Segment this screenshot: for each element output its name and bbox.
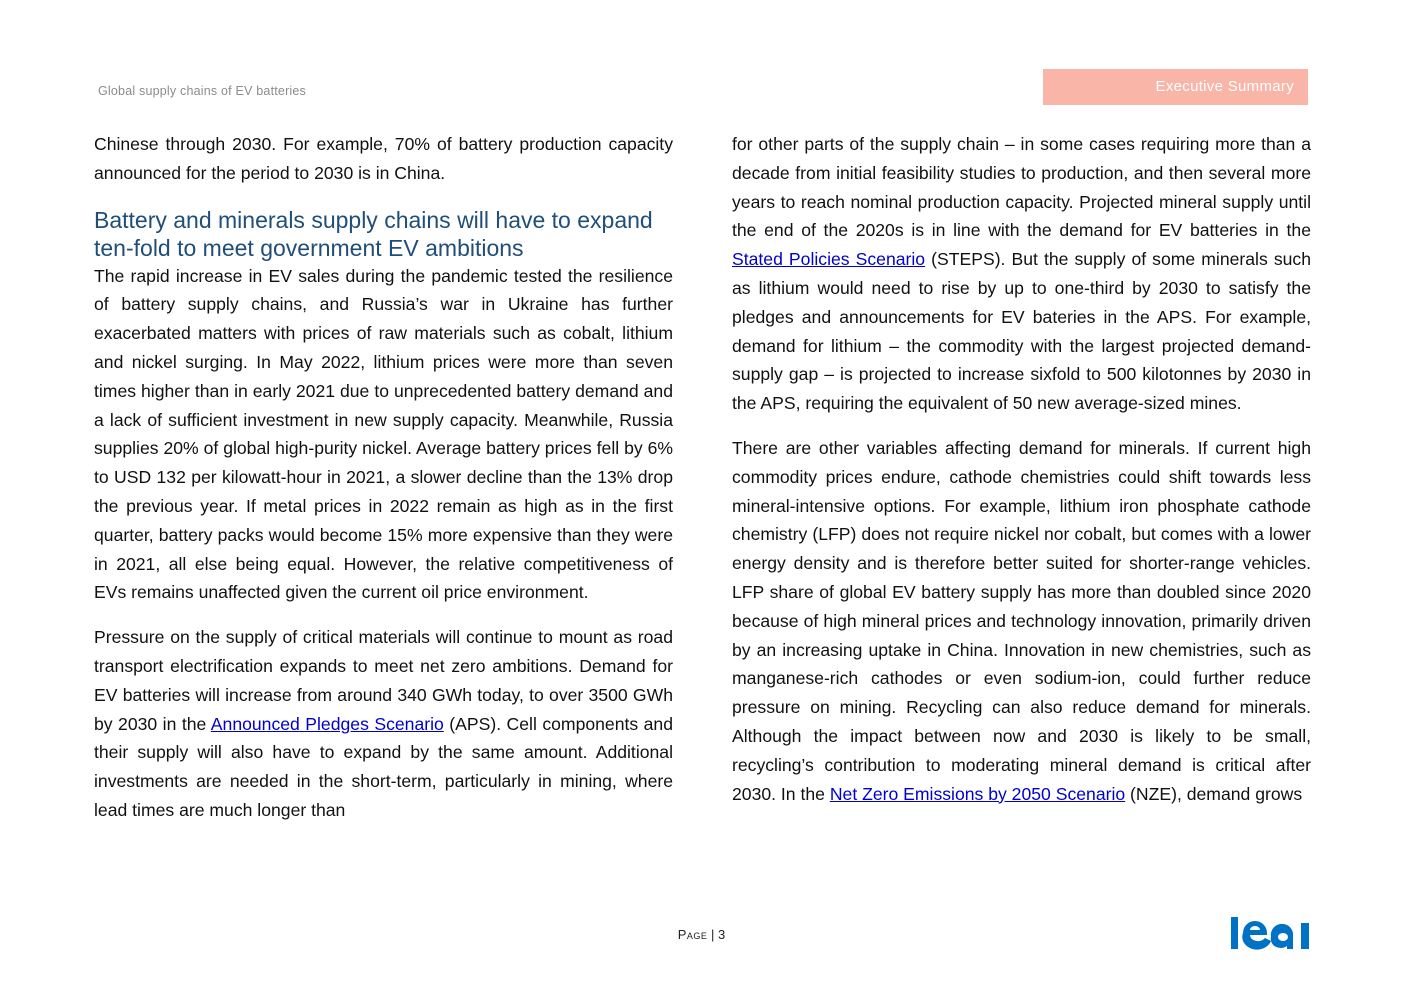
paragraph: The rapid increase in EV sales during the pandemic tested the resilience of battery supply chains, and Russia’s war in Ukraine has further exacerbated matters with prices of raw materials such as cobalt, lithium and nickel surging. In May 2022, lithium prices were more than seven times higher than in early 2021 due to unprecedented battery demand and a lack of sufficient investment in new supply capacity. Meanwhile, Russia supplies 20% of global high-purity nickel. Average battery prices fell by 6% to USD 132 per kilowatt-hour in 2021, a slower decline than the 13% drop the previous year. If metal prices in 2022 remain as high as in the first quarter, battery packs would become 15% more expensive than they were in 2021, all else being equal. However, the relative competitiveness of EVs remains unaffected given the current oil price environment. (94, 265, 673, 603)
left-column (94, 130, 673, 841)
page-number (0, 927, 1403, 942)
announced-pledges-scenario-link[interactable]: Announced Pledges Scenario (210, 713, 444, 734)
page-separator: | (707, 927, 719, 942)
section-badge-label: Executive Summary (1155, 78, 1294, 95)
page-number-value: 3 (718, 927, 726, 942)
stated-policies-scenario-link[interactable]: Stated Policies Scenario (732, 249, 926, 270)
document-title: Global supply chains of EV batteries (98, 84, 307, 98)
paragraph (732, 130, 1311, 418)
net-zero-emissions-scenario-link[interactable]: Net Zero Emissions by 2050 Scenario (829, 783, 1126, 804)
paragraph: Chinese through 2030. For example, 70% of battery production capacity announced for the period to 2030 is in China. (94, 134, 673, 183)
iea-logo-icon (1231, 913, 1309, 951)
paragraph-text: (NZE), demand grows (1125, 783, 1303, 804)
iea-logo (1231, 913, 1309, 956)
paragraph-text: There are other variables affecting demand for minerals. If current high commodity prices endure, cathode chemistries could shift towards less mineral-intensive options. For example, lithium iron phosphate cathode chemistry (LFP) does not require nickel nor cobalt, but comes with a lower energy density and is therefore better suited for shorter-range vehicles. LFP share of global EV battery supply has more than doubled since 2020 because of high mineral prices and technology innovation, primarily driven by an increasing uptake in China. Innovation in new chemistries, such as manganese-rich cathodes or even sodium-ion, could further reduce pressure on mining. Recycling can also reduce demand for minerals. Although the impact between now and 2030 is likely to be small, recycling’s contribution to moderating mineral demand is critical after 2030. In the (732, 437, 1311, 804)
paragraph-text: for other parts of the supply chain – in some cases requiring more than a decade from initial feasibility studies to production, and then several more years to reach nominal production capacity. Projected mineral supply until the end of the 2020s is in line with the demand for EV batteries in the (732, 134, 1311, 241)
paragraph-text: Pressure on the supply of critical materials will continue to mount as road transport electrification expands to meet net zero ambitions. Demand for EV batteries will increase from around 340 GWh today, to over 3500 GWh by 2030 in the (94, 627, 673, 734)
paragraph-text: (APS). Cell components and their supply will also have to expand by the same amount. Additional investments are needed in the short-term, particularly in mining, where lead times are much longer than (94, 713, 673, 820)
paragraph-text: (STEPS). But the supply of some minerals such as lithium would need to rise by up to one-third by 2030 to satisfy the pledges and announcements for EV bateries in the APS. For example, demand for lithium – the commodity with the largest projected demand-supply gap – is projected to increase sixfold to 500 kilotonnes by 2030 in the APS, requiring the equivalent of 50 new average-sized mines. (732, 249, 1311, 414)
paragraph (732, 434, 1311, 808)
section-heading: Battery and minerals supply chains will have to expand ten-fold to meet government EV ambitions (94, 206, 653, 261)
section-badge (1043, 69, 1308, 105)
page-label: Page (677, 927, 708, 942)
right-column (732, 130, 1311, 824)
paragraph (94, 623, 673, 825)
